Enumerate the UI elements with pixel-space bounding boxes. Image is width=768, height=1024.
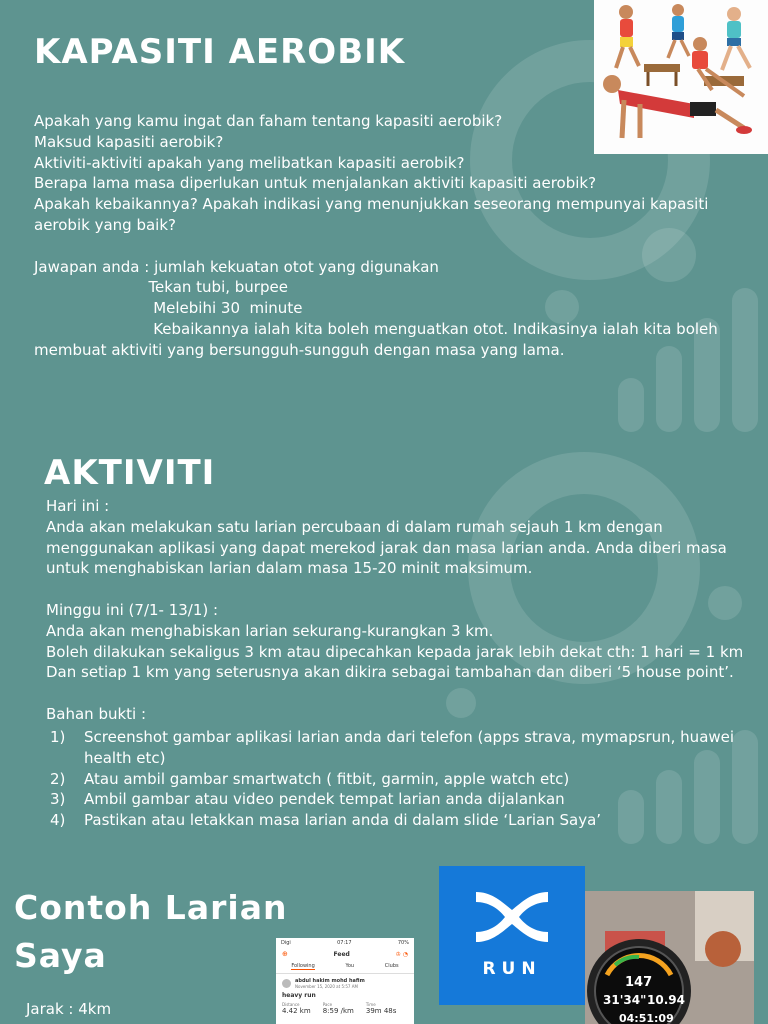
- watch-right-value: 10.94: [647, 993, 685, 1007]
- decor-bar: [732, 288, 758, 432]
- stat-value: 39m 48s: [365, 1007, 397, 1015]
- stat-label: Time: [365, 1002, 376, 1007]
- ua-logo-icon: [472, 888, 552, 946]
- activity-name: heavy run: [282, 992, 316, 999]
- section-title-contoh: Contoh Larian Saya: [14, 888, 288, 975]
- watch-bottom-value: 04:51:09: [619, 1012, 674, 1024]
- app-logo-label: RUN: [482, 959, 542, 979]
- list-item: 1) Screenshot gambar aplikasi larian anda dari telefon (apps strava, mymapsrun, huawei health etc): [50, 728, 735, 767]
- avatar: [282, 979, 291, 988]
- decor-bar: [618, 378, 644, 432]
- phone-screenshot: [276, 938, 414, 1024]
- stat-value: 8:59 /km: [322, 1007, 354, 1015]
- tab-following: Following: [291, 963, 315, 969]
- section-title-aktiviti: AKTIVITI: [44, 453, 216, 493]
- section-text-kapasiti: Apakah yang kamu ingat dan faham tentang kapasiti aerobik? Maksud kapasiti aerobik? Aktiviti-aktiviti apakah yang melibatkan kapasiti aerobik? Berapa lama masa diperlukan untuk menjalankan aktiviti kapasiti aerobik? Apakah kebaikannya? Apakah indikasi yang menunjukkan seseorang mempunyai kapasiti aerobik yang baik? Jawapan anda : jumlah kekuatan otot yang digunakan Tekan tubi, burpee Melebihi 30 minute Kebaikannya ialah kita boleh menguatkan otot. Indikasinya ialah kita boleh membuat aktiviti yang bersungguh-sungguh dengan masa yang lama.: [34, 112, 718, 359]
- tab-you: You: [345, 963, 355, 969]
- jarak-text: Jarak : 4km: [26, 1000, 112, 1018]
- mapmyrun-app-logo: [439, 866, 585, 1005]
- smartwatch-photo: [585, 891, 754, 1024]
- status-carrier: Digi: [281, 940, 291, 946]
- activity-user: abdul hakim mohd hafim: [295, 978, 365, 984]
- add-icon: ⊕: [282, 950, 288, 958]
- status-battery: 70%: [397, 940, 409, 946]
- list-item: 2) Atau ambil gambar smartwatch ( fitbit, garmin, apple watch etc): [50, 769, 570, 788]
- stat-label: Pace: [322, 1002, 333, 1007]
- stat-label: Distance: [282, 1002, 300, 1007]
- list-item: 3) Ambil gambar atau video pendek tempat larian anda dijalankan: [50, 790, 565, 809]
- activity-date: November 15, 2020 at 5:57 AM: [295, 984, 358, 989]
- feed-header: Feed: [333, 950, 350, 958]
- list-item: 4) Pastikan atau letakkan masa larian anda di dalam slide ‘Larian Saya’: [50, 811, 602, 830]
- stat-value: 4.42 km: [282, 1007, 311, 1015]
- section-text-aktiviti: Hari ini : Anda akan melakukan satu larian percubaan di dalam rumah sejauh 1 km dengan menggunakan aplikasi yang dapat merekod jarak dan masa larian anda. Anda diberi masa untuk menghabiskan larian dalam masa 15-20 minit maksimum. Minggu ini (7/1- 13/1) : Anda akan menghabiskan larian sekurang-kurangkan 3 km. Boleh dilakukan sekaligus 3 km atau dipecahkan kepada jarak lebih dekat cth: 1 hari = 1 km Dan setiap 1 km yang seterusnya akan dikira sebagai tambahan dan diberi ‘5 house point’. Bahan bukti :: [46, 497, 744, 723]
- tab-clubs: Clubs: [384, 963, 399, 969]
- bukti-list: [46, 727, 756, 831]
- bell-icon: ♔ ◔: [395, 950, 408, 958]
- status-time: 07:17: [337, 940, 352, 946]
- watch-main-value: 147: [625, 975, 653, 990]
- section-title-kapasiti: KAPASITI AEROBIK: [34, 32, 406, 72]
- watch-left-value: 31'34": [603, 993, 647, 1007]
